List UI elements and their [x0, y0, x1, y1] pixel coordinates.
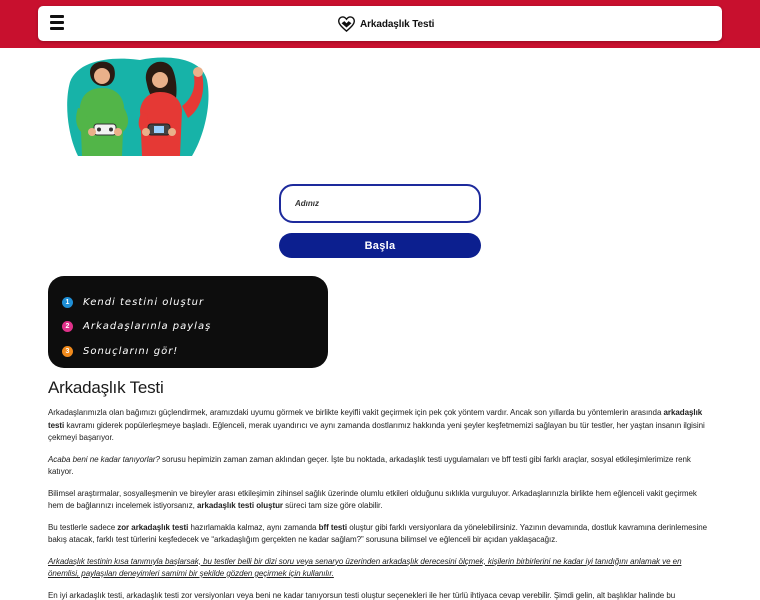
step-item — [62, 290, 314, 315]
navbar — [38, 6, 722, 41]
steps-panel — [48, 276, 328, 368]
step-item — [62, 315, 314, 340]
step-text: Sonuçlarını gör! — [83, 345, 179, 357]
friends-illustration — [64, 52, 212, 160]
step-number-badge: 1 — [62, 297, 73, 308]
step-number-badge: 2 — [62, 321, 73, 332]
article — [48, 378, 712, 600]
article-paragraph: Arkadaşlık testinin kısa tanımıyla başlarsak, bu testler belli bir dizi soru veya senaryo üzerinden arkadaşlık derecesini ölçmek, kişilerin birbirlerini ne kadar iyi tanıdığını anlamak ve en önemlisi, paylaşılan deneyimleri samimi bir şekilde gözden geçirmek için kullanılır. — [48, 556, 682, 578]
article-paragraph: Acaba beni ne kadar tanıyorlar? sorusu hepimizin zaman zaman aklından geçer. İşte bu noktada, arkadaşlık testi uygulamaları ve bff testi gibi farklı araçlar, sosyal etkileşimlerimize renk katıyor. — [48, 454, 691, 476]
name-input[interactable] — [279, 184, 481, 223]
step-item — [62, 339, 314, 364]
start-button[interactable]: Başla — [279, 233, 481, 258]
article-paragraph: Bilimsel araştırmalar, sosyalleşmenin ve bireyler arası etkileşimin zihinsel sağlık üzerinde olumlu etkileri olduğunu sıklıkla vurguluyor. Arkadaşlarınızla birlikte hem eğlenceli vakit geçirmek hem de bağlarınızı incelemek istiyorsanız, arkadaşlık testi oluştur süreci tam size göre olabilir. — [48, 488, 697, 510]
article-paragraph: Arkadaşlarımızla olan bağımızı güçlendirmek, aramızdaki uyumu görmek ve birlikte keyifli vakit geçirmek için pek çok yöntem vardır. Ancak son yıllarda bu yöntemlerin arasında arkadaşlık testi kavramı giderek popülerleşmeye başladı. Eğlenceli, merak uyandırıcı ve aynı zamanda dostlarımız hakkında yeni şeyler keşfetmemizi sağlayan bu tür testler, her yaştan insanın ilgisini çekmeyi başarıyor. — [48, 408, 705, 442]
article-title: Arkadaşlık Testi — [48, 378, 164, 397]
brand-title: Arkadaşlık Testi — [360, 18, 435, 30]
step-text: Arkadaşlarınla paylaş — [83, 321, 212, 333]
brand-link[interactable] — [338, 15, 434, 33]
article-paragraph: En iyi arkadaşlık testi, arkadaşlık testi zor versiyonları veya beni ne kadar tanıyorsun testi oluştur seçenekleri ile her türlü ihtiyaca cevap verebilir. Şimdi gelin, alt başlıklar halinde bu — [48, 590, 676, 600]
step-number-badge: 3 — [62, 346, 73, 357]
article-paragraph: Bu testlerle sadece zor arkadaşlık testi hazırlamakla kalmaz, aynı zamanda bff testi oluştur gibi farklı versiyonlara da yönelebilirsiniz. Yazının devamında, dostluk kavramına derinlemesine bakış atacak, farklı test türlerini keşfedecek ve “arkadaşlığım gerçekten ne kadar sağlam?” sorusuna bilimsel ve eğlenceli bir açıdan yaklaşacağız. — [48, 522, 708, 544]
step-text: Kendi testini oluştur — [83, 296, 205, 308]
hamburger-icon[interactable] — [50, 15, 64, 31]
heart-hands-icon — [338, 16, 355, 32]
